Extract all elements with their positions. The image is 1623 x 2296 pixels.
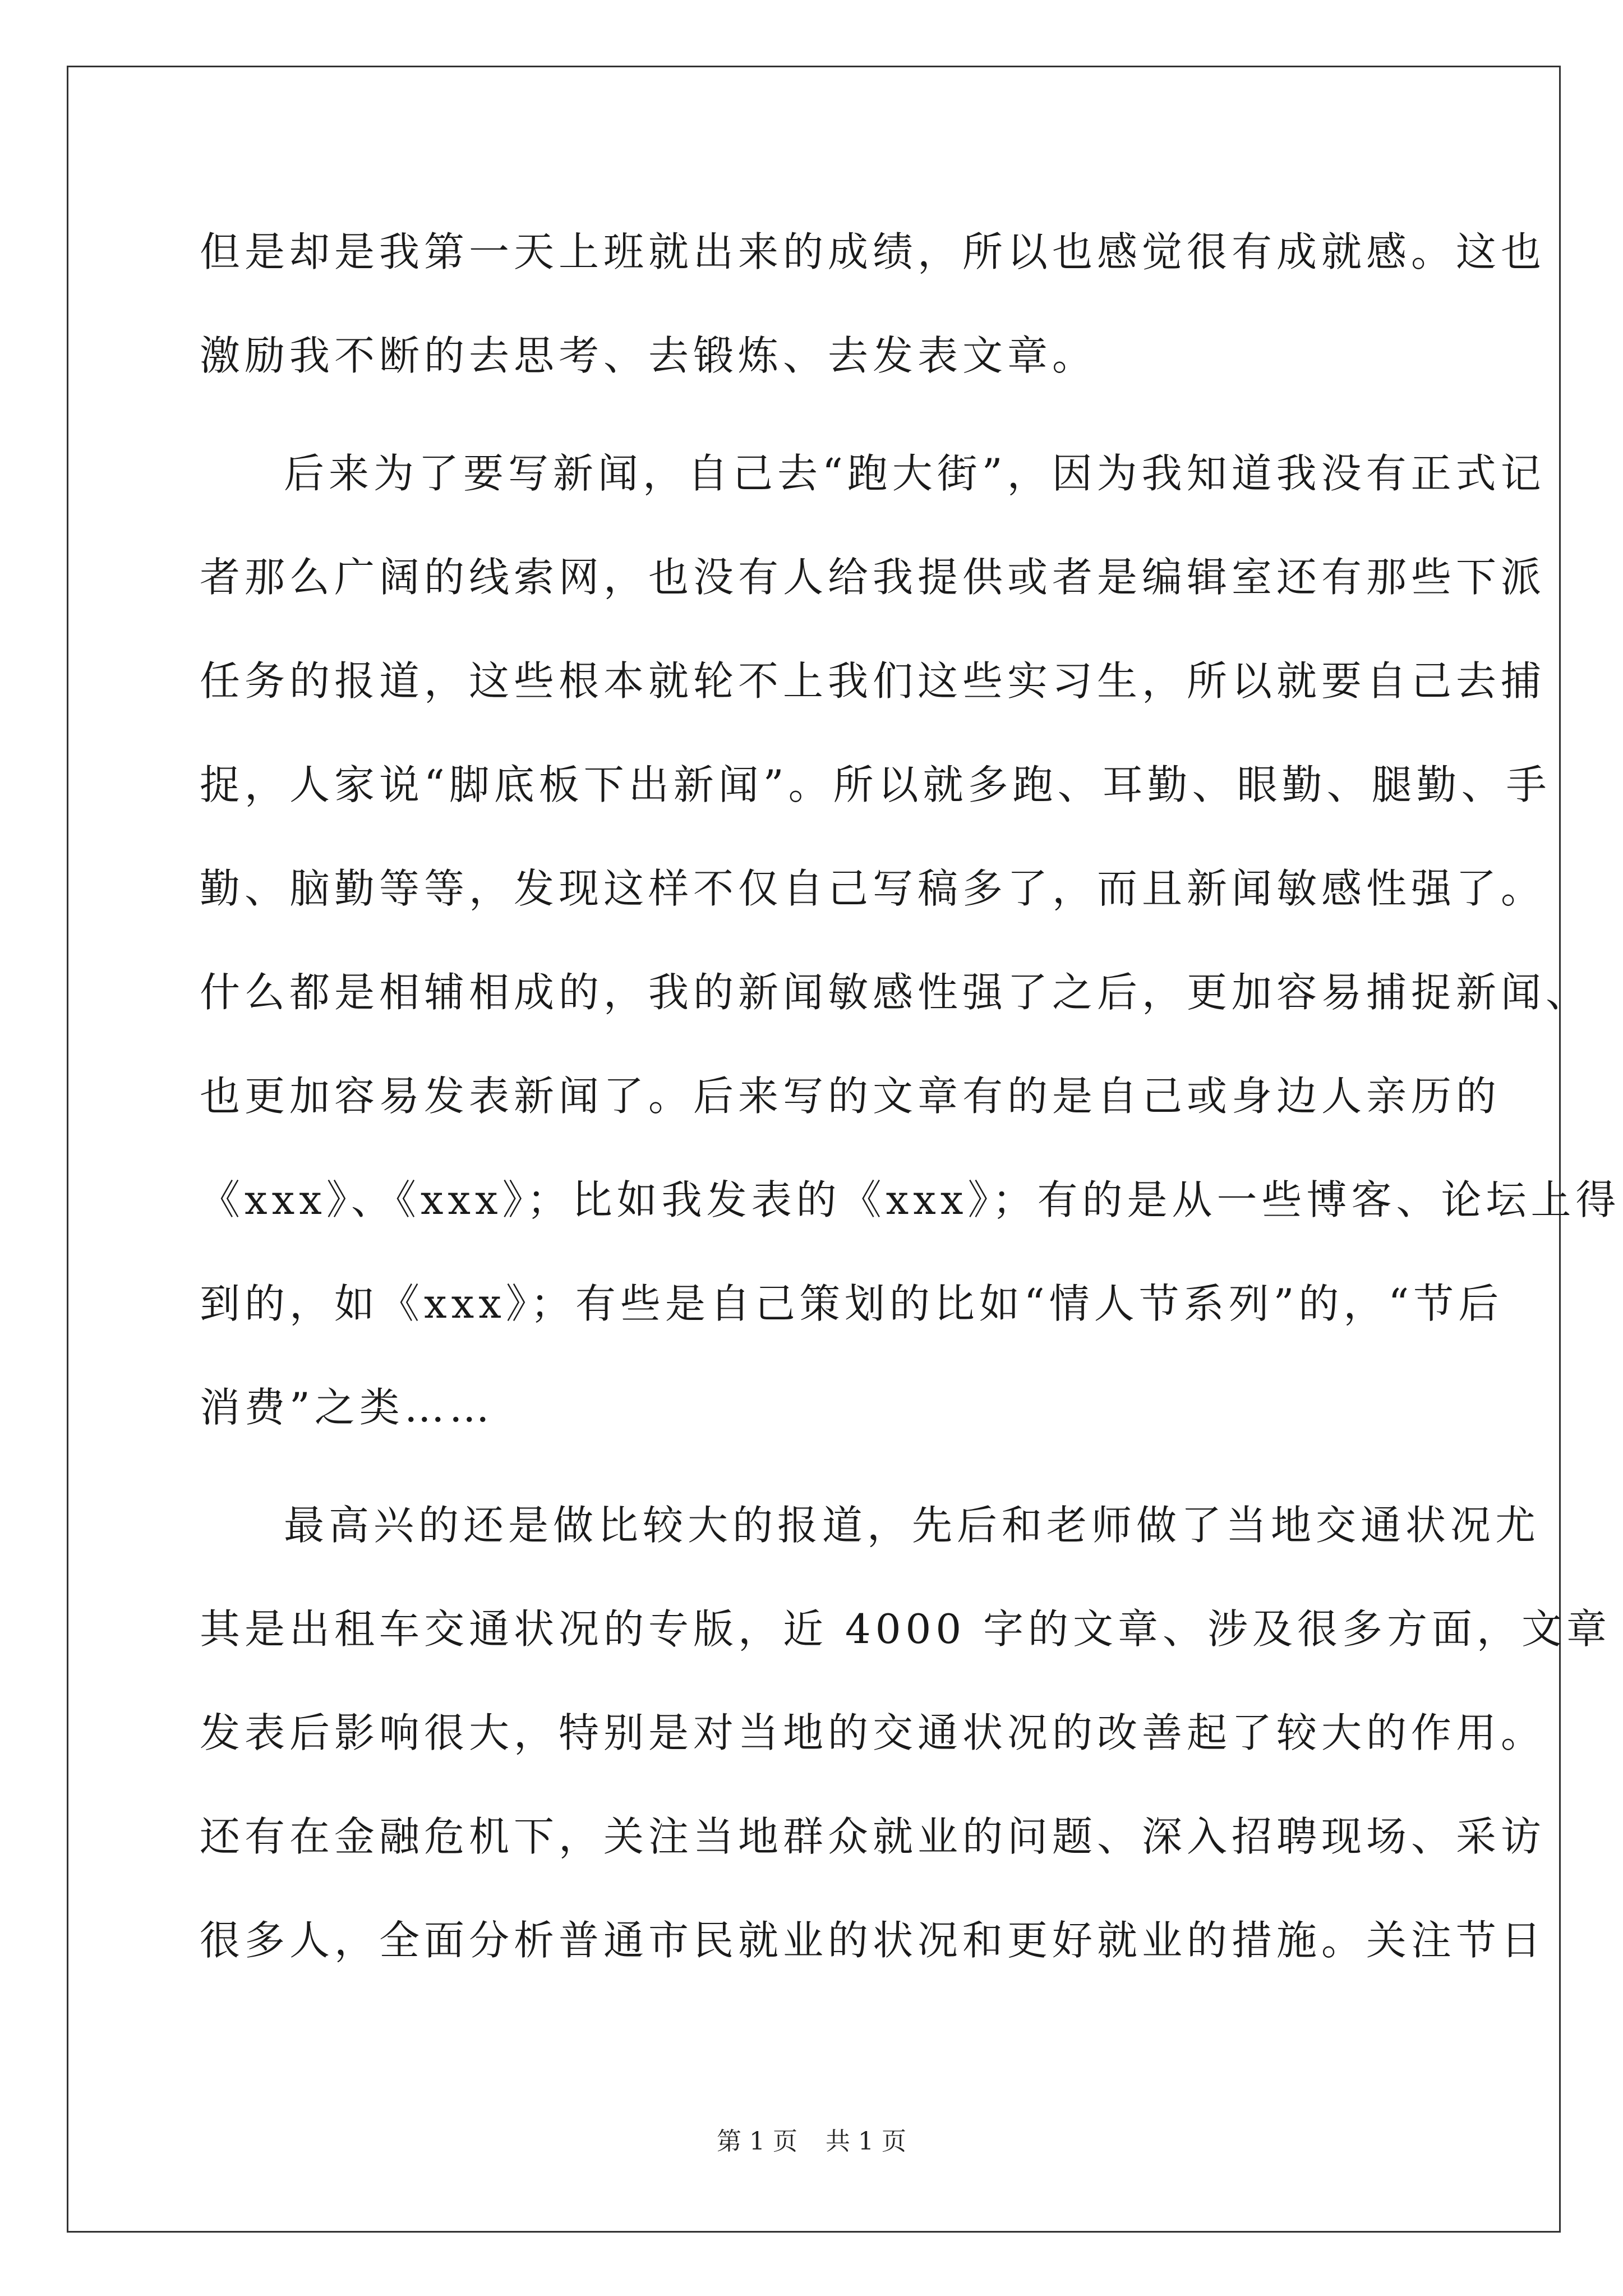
text-line: 任务的报道，这些根本就轮不上我们这些实习生，所以就要自己去捕 (200, 657, 1546, 705)
text-line: 发表后影响很大，特别是对当地的交通状况的改善起了较大的作用。 (200, 1709, 1546, 1756)
page-number: 第 1 页 (717, 2127, 797, 2156)
text-line: 但是却是我第一天上班就出来的成绩，所以也感觉很有成就感。这也 (200, 228, 1546, 275)
text-line: 也更加容易发表新闻了。后来写的文章有的是自己或身边人亲历的 (200, 1073, 1501, 1120)
text-line: 捉，人家说“脚底板下出新闻”。所以就多跑、耳勤、眼勤、腿勤、手 (200, 761, 1551, 808)
page-footer (0, 2125, 1623, 2159)
text-line: 还有在金融危机下，关注当地群众就业的问题、深入招聘现场、采访 (200, 1813, 1546, 1860)
page-total: 共 1 页 (826, 2127, 906, 2156)
paragraph-first-line: 后来为了要写新闻，自己去“跑大街”，因为我知道我没有正式记 (284, 450, 1546, 497)
text-line: 很多人，全面分析普通市民就业的状况和更好就业的措施。关注节日 (200, 1917, 1546, 1964)
text-line: 消费”之类…… (200, 1384, 494, 1431)
text-line: 激励我不断的去思考、去锻炼、去发表文章。 (200, 332, 1098, 379)
text-line: 什么都是相辅相成的，我的新闻敏感性强了之后，更加容易捕捉新闻、 (200, 969, 1591, 1016)
page-border (67, 66, 1561, 2233)
text-line: 《xxx》、《xxx》；比如我发表的《xxx》；有的是从一些博客、论坛上得 (200, 1176, 1621, 1223)
paragraph-first-line: 最高兴的还是做比较大的报道，先后和老师做了当地交通状况尤 (284, 1502, 1541, 1549)
text-line: 勤、脑勤等等，发现这样不仅自己写稿多了，而且新闻敏感性强了。 (200, 865, 1546, 912)
text-line: 其是出租车交通状况的专版，近 4000 字的文章、涉及很多方面，文章 (200, 1605, 1612, 1653)
text-line: 到的，如《xxx》；有些是自己策划的比如“情人节系列”的，“节后 (200, 1280, 1504, 1327)
text-line: 者那么广阔的线索网，也没有人给我提供或者是编辑室还有那些下派 (200, 554, 1546, 601)
